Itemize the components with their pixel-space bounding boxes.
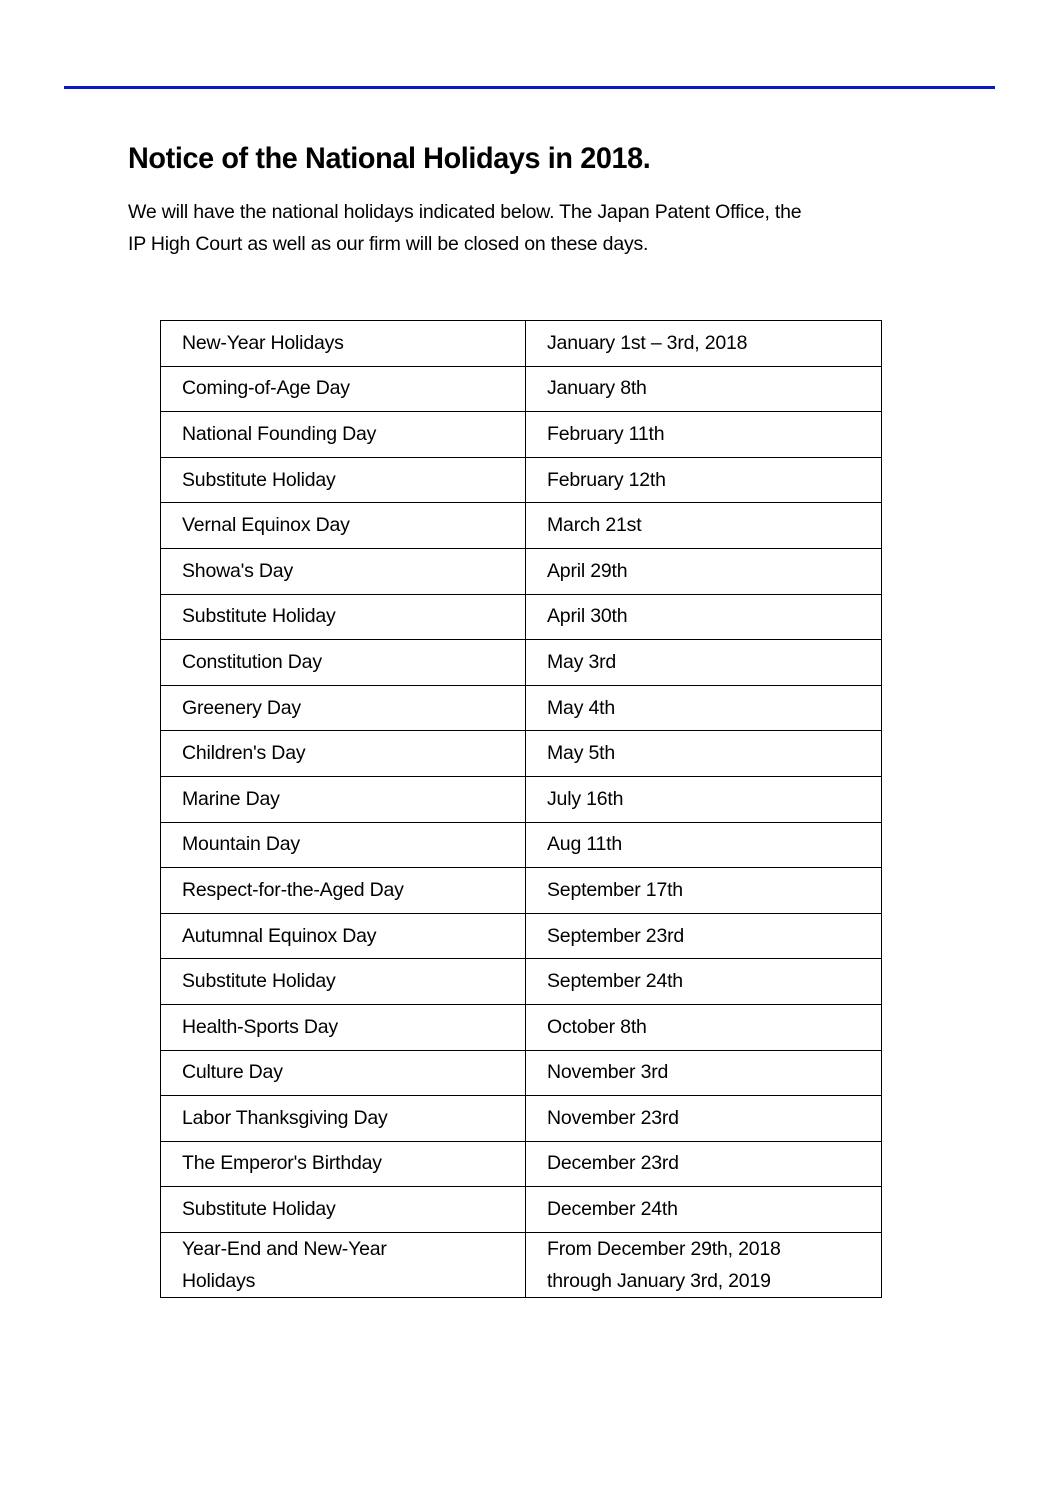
holiday-name: Substitute Holiday (161, 457, 526, 503)
holiday-name: Health-Sports Day (161, 1004, 526, 1050)
table-row (161, 868, 882, 914)
holiday-date: May 5th (526, 731, 882, 777)
holiday-name: Children's Day (161, 731, 526, 777)
holiday-date: May 3rd (526, 640, 882, 686)
header-divider (64, 86, 995, 89)
holiday-date-line: through January 3rd, 2019 (547, 1269, 771, 1292)
holiday-name: The Emperor's Birthday (161, 1141, 526, 1187)
holiday-name: Labor Thanksgiving Day (161, 1096, 526, 1142)
holiday-name: Coming-of-Age Day (161, 366, 526, 412)
table-row (161, 548, 882, 594)
holiday-date-line: From December 29th, 2018 (547, 1237, 781, 1260)
table-row (161, 913, 882, 959)
holiday-name: Substitute Holiday (161, 594, 526, 640)
holiday-name: Culture Day (161, 1050, 526, 1096)
holiday-name: Showa's Day (161, 548, 526, 594)
table-row (161, 822, 882, 868)
table-row (161, 1141, 882, 1187)
table-row (161, 1232, 882, 1297)
holiday-date: July 16th (526, 776, 882, 822)
holiday-name: National Founding Day (161, 412, 526, 458)
holiday-name: Substitute Holiday (161, 959, 526, 1005)
holiday-name: Autumnal Equinox Day (161, 913, 526, 959)
holiday-date: February 11th (526, 412, 882, 458)
holiday-date: Aug 11th (526, 822, 882, 868)
table-row (161, 776, 882, 822)
table-row (161, 1050, 882, 1096)
holiday-date: January 8th (526, 366, 882, 412)
holiday-name: Respect-for-the-Aged Day (161, 868, 526, 914)
holiday-date: January 1st – 3rd, 2018 (526, 321, 882, 367)
holiday-date: September 23rd (526, 913, 882, 959)
holiday-name: Constitution Day (161, 640, 526, 686)
holiday-date: October 8th (526, 1004, 882, 1050)
holidays-table (160, 320, 882, 1298)
holiday-name: Marine Day (161, 776, 526, 822)
holiday-date: April 30th (526, 594, 882, 640)
holiday-name: Substitute Holiday (161, 1187, 526, 1233)
holiday-date: November 23rd (526, 1096, 882, 1142)
holiday-name-line: Year-End and New-Year (182, 1237, 387, 1260)
holiday-date (526, 1232, 882, 1297)
holiday-date: November 3rd (526, 1050, 882, 1096)
table-row (161, 1096, 882, 1142)
holiday-date: February 12th (526, 457, 882, 503)
table-row (161, 594, 882, 640)
holiday-date: May 4th (526, 685, 882, 731)
table-row (161, 503, 882, 549)
holiday-date: December 23rd (526, 1141, 882, 1187)
page-title: Notice of the National Holidays in 2018. (128, 142, 651, 175)
holiday-name: Mountain Day (161, 822, 526, 868)
holiday-date: September 17th (526, 868, 882, 914)
table-row (161, 640, 882, 686)
holiday-name: Greenery Day (161, 685, 526, 731)
table-row (161, 731, 882, 777)
table-row (161, 1187, 882, 1233)
table-row (161, 959, 882, 1005)
table-row (161, 412, 882, 458)
holiday-name: New-Year Holidays (161, 321, 526, 367)
table-row (161, 321, 882, 367)
holiday-date: December 24th (526, 1187, 882, 1233)
holiday-date: March 21st (526, 503, 882, 549)
intro-paragraph (128, 196, 948, 260)
intro-line: IP High Court as well as our firm will be closed on these days. (128, 233, 649, 255)
table-row (161, 685, 882, 731)
holiday-name: Vernal Equinox Day (161, 503, 526, 549)
holiday-date: September 24th (526, 959, 882, 1005)
intro-line: We will have the national holidays indicated below. The Japan Patent Office, the (128, 201, 802, 223)
table-row (161, 366, 882, 412)
table-row (161, 457, 882, 503)
holiday-name-line: Holidays (182, 1269, 256, 1292)
holiday-date: April 29th (526, 548, 882, 594)
holiday-name (161, 1232, 526, 1297)
table-row (161, 1004, 882, 1050)
